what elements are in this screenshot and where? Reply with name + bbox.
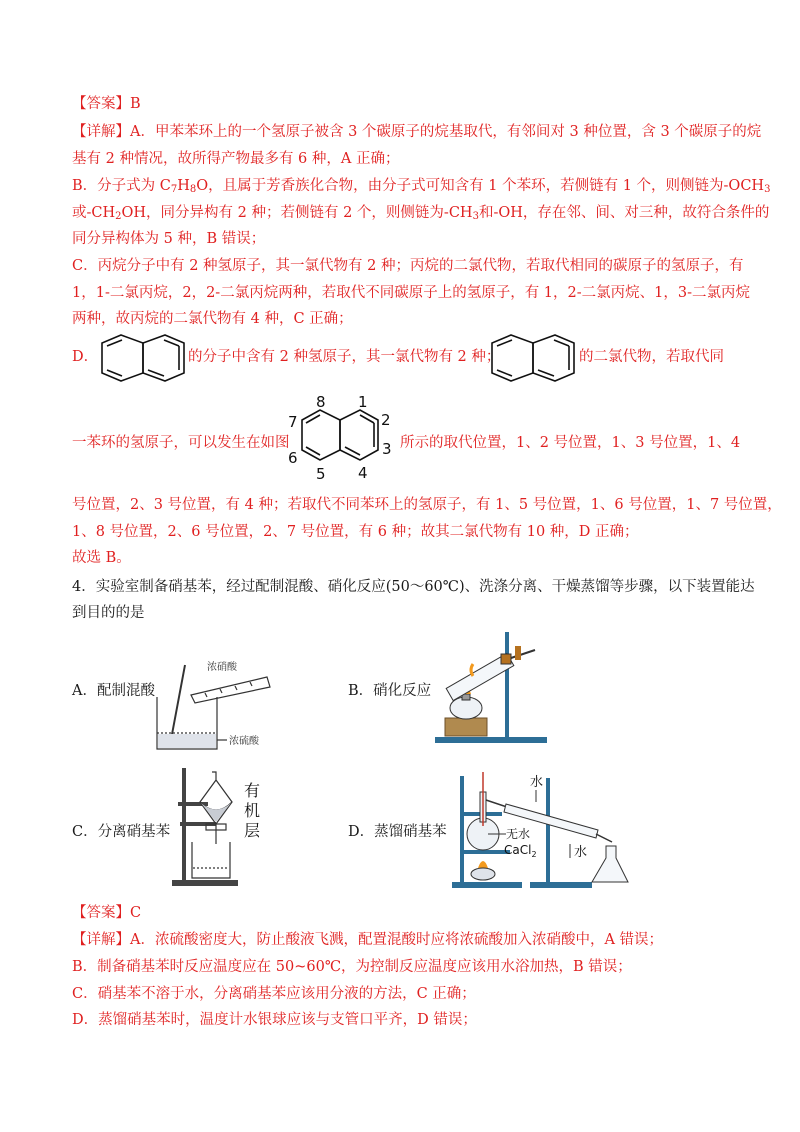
position-5: 5 (316, 465, 326, 483)
q3-detail-a-line1: 【详解】A．甲苯苯环上的一个氢原子被含 3 个碳原子的烷基取代，有邻间对 3 种位置，含 3 个碳原子的烷 (72, 124, 762, 140)
q4-explanation-b: B．制备硝基苯时反应温度应在 50~60℃，为控制反应温度应该用水浴加热，B 错误； (72, 959, 632, 975)
naphthalene-structure-1 (100, 332, 186, 384)
option-d-label: D．蒸馏硝基苯 (348, 824, 447, 840)
q3-detail-d-prefix: D． (72, 349, 99, 365)
position-1: 1 (358, 393, 368, 411)
numbered-naphthalene-structure (285, 392, 400, 484)
position-8: 8 (316, 393, 326, 411)
figure-d-distillation (450, 768, 650, 892)
q3-detail-c-line1: C．丙烷分子中有 2 种氢原子，其一氯代物有 2 种；丙烷的二氯代物，若取代相同的碳原子的氢原子，有 (72, 258, 744, 274)
figure-d-cacl-label-line2: CaCl$_2$ (504, 843, 537, 859)
naphthalene-structure-2 (490, 332, 576, 384)
option-c-label: C．分离硝基苯 (72, 824, 171, 840)
q3-detail-d-text4: 所示的取代位置，1、2 号位置，1、3 号位置，1、4 (400, 435, 741, 451)
q3-detail-d-text2: 的二氯代物，若取代同 (579, 349, 724, 365)
figure-c-label-line1: 有 (244, 781, 261, 800)
q3-detail-d-text5: 号位置，2、3 号位置，有 4 种；若取代不同苯环上的氢原子，有 1、5 号位置，1、6 号位置，1、7 号位置， (72, 497, 782, 513)
figure-c-label-line3: 层 (244, 821, 261, 840)
option-b-label: B．硝化反应 (348, 683, 432, 699)
q3-detail-d-text6: 1、8 号位置，2、6 号位置，2、7 号位置，有 6 种；故其二氯代物有 10 种，D 正确； (72, 524, 639, 540)
q3-detail-a-line2: 基有 2 种情况，故所得产物最多有 6 种，A 正确； (72, 151, 400, 167)
position-2: 2 (381, 411, 391, 429)
q4-explanation-c: C．硝基苯不溶于水，分离硝基苯应该用分液的方法，C 正确； (72, 986, 476, 1002)
q3-conclusion: 故选 B。 (72, 550, 131, 566)
q4-stem-line1: 4．实验室制备硝基苯，经过配制混酸、硝化反应(50～60℃)、洗涤分离、干燥蒸馏等步骤，以下装置能达 (72, 579, 755, 595)
figure-a-mixing-acid (145, 655, 275, 755)
q4-explanation-d: D．蒸馏硝基苯时，温度计水银球应该与支管口平齐，D 错误； (72, 1012, 477, 1028)
figure-d-cacl-label-line1: 无水 (506, 827, 531, 841)
figure-d-water-top-label: 水 (530, 775, 544, 790)
figure-c-label-line2: 机 (244, 801, 261, 820)
figure-b-nitration (425, 622, 550, 747)
q4-stem-line2: 到目的的是 (72, 605, 145, 621)
q3-detail-c-line3: 两种，故丙烷的二氯代物有 4 种，C 正确； (72, 311, 353, 327)
q4-explanation-a: 【详解】A．浓硫酸密度大，防止酸液飞溅，配置混酸时应将浓硫酸加入浓硝酸中，A 错误； (72, 932, 664, 948)
figure-a-top-label: 浓硝酸 (207, 662, 237, 673)
position-4: 4 (358, 464, 368, 482)
q3-detail-b-line2: 或$-CH_2OH$，同分异构有 2 种；若侧链有 2 个，则侧链为$-CH_3$和-OH，存在邻、间、对三种，故符合条件的 (72, 205, 770, 222)
q3-detail-d-text1: 的分子中含有 2 种氢原子，其一氯代物有 2 种； (188, 349, 501, 365)
q3-answer: 【答案】B (72, 96, 141, 112)
figure-a-bottom-label: 浓硫酸 (229, 736, 259, 747)
q4-answer: 【答案】C (72, 905, 142, 921)
q3-detail-d-text3: 一苯环的氢原子，可以发生在如图 (72, 435, 290, 451)
position-7: 7 (288, 413, 298, 431)
q3-detail-c-line2: 1，1-二氯丙烷，2，2-二氯丙烷两种，若取代不同碳原子上的氢原子，有 1，2-二氯丙烷、1，3-二氯丙烷 (72, 285, 751, 301)
q3-detail-b-line1: B．分子式为 $C_7H_8O$，且属于芳香族化合物，由分子式可知含有 1 个苯环，若侧链有 1 个，则侧链为$-OCH_3$ (72, 178, 771, 195)
position-3: 3 (382, 440, 392, 458)
figure-c-separation (170, 762, 280, 892)
figure-d-water-bottom-label: 水 (574, 845, 588, 860)
option-a-label: A．配制混酸 (72, 683, 155, 699)
position-6: 6 (288, 449, 298, 467)
q3-detail-b-line3: 同分异构体为 5 种，B 错误； (72, 231, 266, 247)
